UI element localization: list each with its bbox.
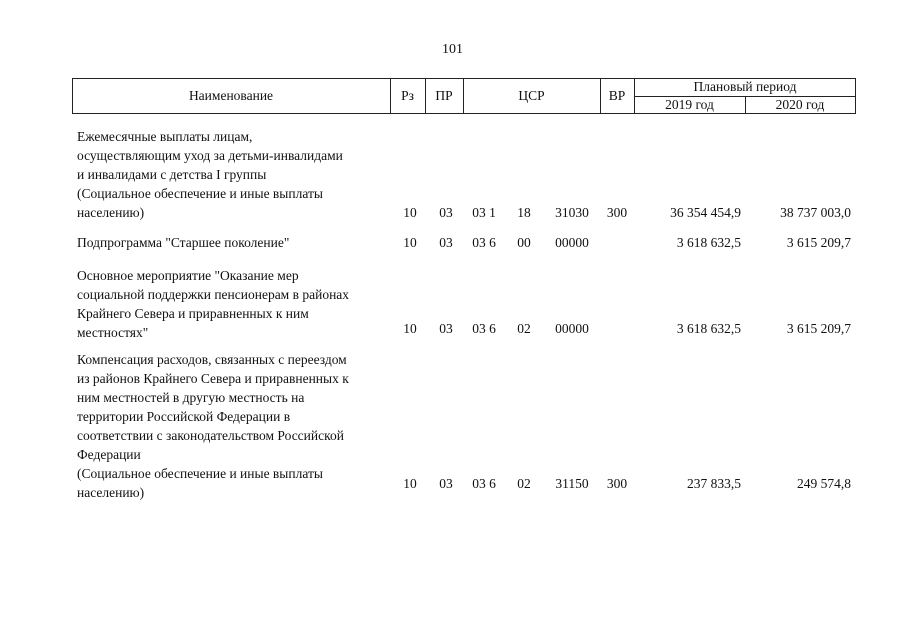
row-csr-direction: 31150 [555, 476, 589, 491]
row-amount-2020: 249 574,8 [797, 476, 851, 491]
row-amount-2020: 38 737 003,0 [780, 205, 851, 220]
row-vr: 300 [606, 476, 628, 491]
row-name-line: населению) [77, 485, 145, 500]
row-name-line: социальной поддержки пенсионерам в районах [77, 287, 350, 302]
row-name-line: Основное мероприятие "Оказание мер [77, 268, 299, 283]
row-name-line: Компенсация расходов, связанных с переездом [77, 352, 347, 367]
row-rz: 10 [403, 235, 417, 250]
row-csr-event: 02 [517, 321, 531, 336]
header-pr: ПР [435, 88, 453, 103]
row-csr-event: 18 [517, 205, 531, 220]
header-name: Наименование [188, 88, 274, 103]
row-pr: 03 [439, 321, 453, 336]
row-rz: 10 [403, 321, 417, 336]
row-name-line: Федерации [77, 447, 141, 462]
row-csr-program: 03 6 [472, 235, 496, 250]
row-csr-direction: 00000 [555, 321, 589, 336]
row-amount-2019: 36 354 454,9 [670, 205, 741, 220]
row-amount-2019: 3 618 632,5 [676, 321, 741, 336]
row-name-line: Ежемесячные выплаты лицам, [77, 129, 253, 144]
row-rz: 10 [403, 476, 417, 491]
row-csr-direction: 00000 [555, 235, 589, 250]
row-name-line: (Социальное обеспечение и иные выплаты [77, 186, 323, 201]
row-pr: 03 [439, 235, 453, 250]
header-year-2020: 2020 год [775, 97, 825, 112]
row-name-line: местностях" [77, 325, 149, 340]
row-csr-program: 03 1 [472, 205, 496, 220]
row-name-line: Крайнего Севера и приравненных к ним [77, 306, 309, 321]
row-name [77, 350, 397, 502]
header-year-2019: 2019 год [665, 97, 714, 112]
row-pr: 03 [439, 476, 453, 491]
header-csr: ЦСР [518, 88, 545, 103]
row-name-line: Подпрограмма "Старшее поколение" [77, 235, 290, 250]
header-vr: ВР [608, 88, 626, 103]
header-rz: Рз [401, 88, 414, 103]
row-name [77, 233, 397, 252]
row-csr-direction: 31030 [555, 205, 589, 220]
row-name-line: осуществляющим уход за детьми-инвалидами [77, 148, 343, 163]
row-name-line: населению) [77, 205, 145, 220]
row-vr: 300 [606, 205, 628, 220]
row-amount-2019: 237 833,5 [687, 476, 741, 491]
row-amount-2020: 3 615 209,7 [786, 321, 851, 336]
row-csr-program: 03 6 [472, 321, 496, 336]
row-name [77, 266, 397, 342]
header-planned-period: Плановый период [693, 79, 797, 94]
row-amount-2020: 3 615 209,7 [786, 235, 851, 250]
row-name-line: ним местностей в другую местность на [77, 390, 305, 405]
row-name-line: и инвалидами с детства I группы [77, 167, 267, 182]
row-name-line: из районов Крайнего Севера и приравненных к [77, 371, 349, 386]
row-csr-program: 03 6 [472, 476, 496, 491]
row-name-line: соответствии с законодательством Российской [77, 428, 344, 443]
row-amount-2019: 3 618 632,5 [676, 235, 741, 250]
row-csr-event: 02 [517, 476, 531, 491]
row-pr: 03 [439, 205, 453, 220]
page-number: 101 [442, 42, 463, 57]
row-name-line: (Социальное обеспечение и иные выплаты [77, 466, 323, 481]
row-name-line: территории Российской Федерации в [77, 409, 291, 424]
row-rz: 10 [403, 205, 417, 220]
row-csr-event: 00 [517, 235, 531, 250]
row-name [77, 127, 397, 222]
